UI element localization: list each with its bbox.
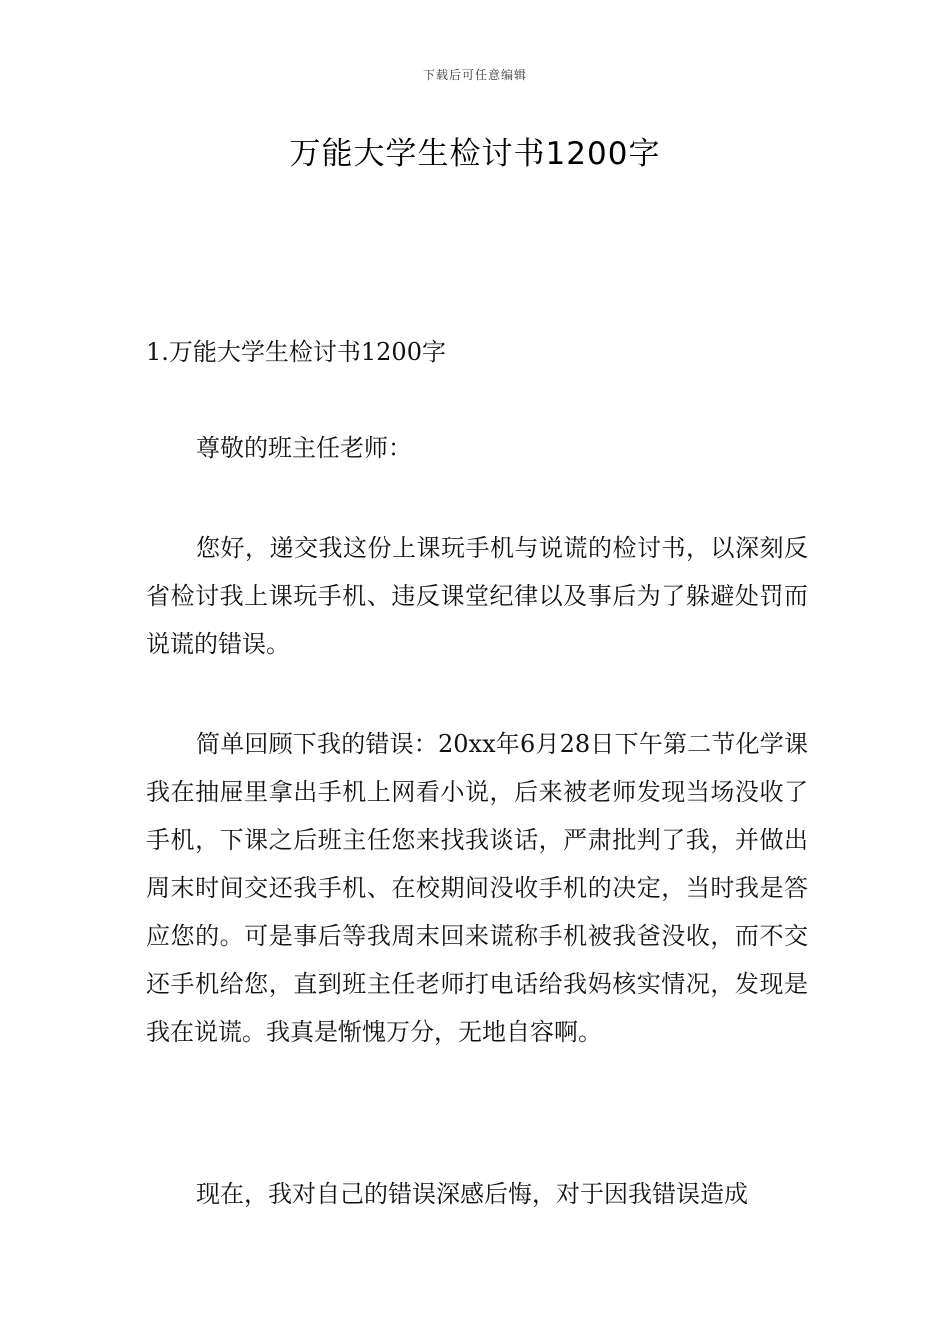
paragraph-2: 简单回顾下我的错误：20xx年6月28日下午第二节化学课我在抽屉里拿出手机上网看小说，后来被老师发现当场没收了手机，下课之后班主任您来找我谈话，严肃批判了我，并做出周末时间交还我手机、在校期间没收手机的决定，当时我是答应您的。可是事后等我周末回来谎称手机被我爸没收，而不交还手机给您，直到班主任老师打电话给我妈核实情况，发现是我在说谎。我真是惭愧万分，无地自容啊。 bbox=[146, 730, 808, 1046]
paragraph-3: 现在，我对自己的错误深感后悔，对于因我错误造成 bbox=[196, 1180, 748, 1208]
paragraph-1: 您好，递交我这份上课玩手机与说谎的检讨书，以深刻反省检讨我上课玩手机、违反课堂纪律以及事后为了躲避处罚而说谎的错误。 bbox=[146, 534, 808, 658]
section-heading: 1.万能大学生检讨书1200字 bbox=[146, 338, 446, 366]
document-title: 万能大学生检讨书1200字 bbox=[289, 136, 661, 172]
salutation: 尊敬的班主任老师： bbox=[196, 434, 412, 462]
header-note: 下载后可任意编辑 bbox=[422, 68, 527, 82]
